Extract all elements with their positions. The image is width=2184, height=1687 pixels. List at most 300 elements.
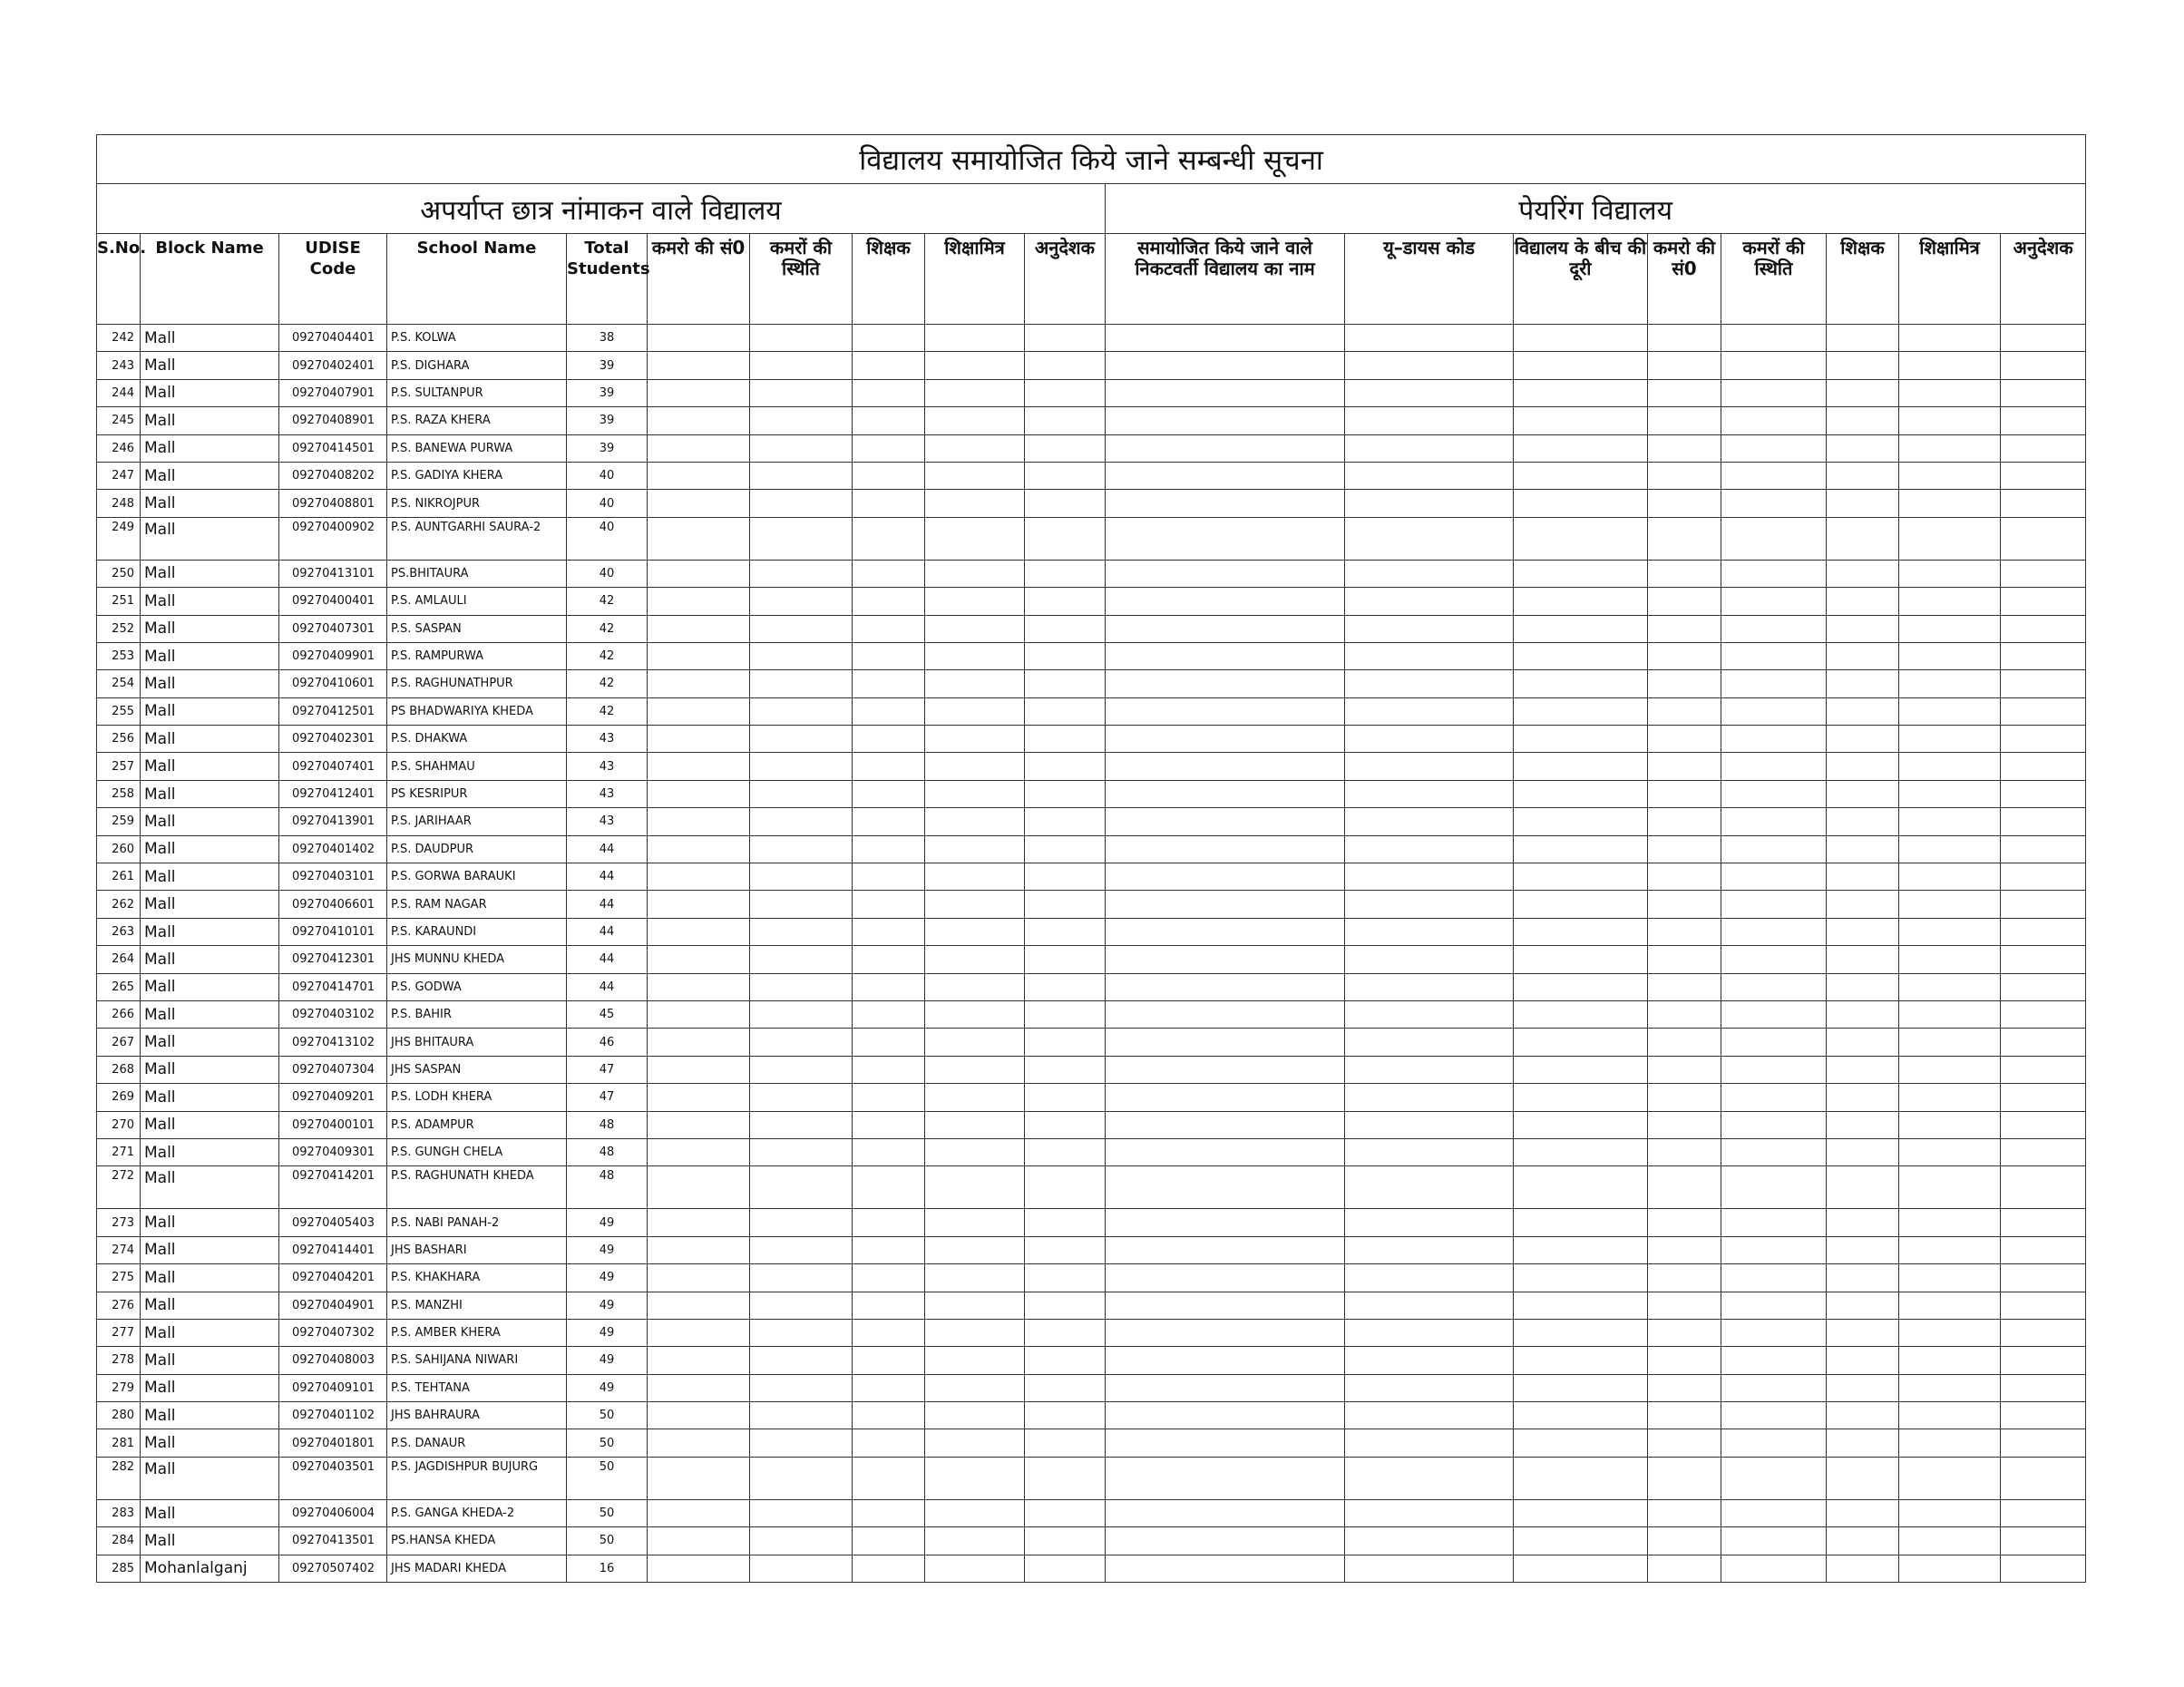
cell-empty	[1721, 891, 1827, 918]
cell-empty	[648, 1555, 750, 1582]
cell-empty	[1648, 1000, 1721, 1028]
cell-school-name: P.S. BANEWA PURWA	[387, 434, 567, 462]
cell-empty	[1648, 1264, 1721, 1292]
cell-empty	[853, 1429, 925, 1457]
cell-empty	[853, 1138, 925, 1165]
cell-empty	[1899, 891, 2001, 918]
cell-empty	[2001, 753, 2086, 780]
cell-empty	[1514, 863, 1648, 891]
cell-school-name: P.S. RAM NAGAR	[387, 891, 567, 918]
col-udise-hi: यू–डायस कोड	[1345, 234, 1514, 325]
cell-empty	[1721, 1111, 1827, 1138]
cell-sno: 278	[97, 1347, 141, 1374]
cell-empty	[1899, 1138, 2001, 1165]
cell-empty	[925, 1166, 1025, 1209]
cell-block-name: Mall	[141, 1029, 279, 1056]
cell-total-students: 47	[567, 1084, 648, 1111]
cell-block-name: Mall	[141, 780, 279, 807]
cell-empty	[1345, 1527, 1514, 1555]
cell-empty	[1106, 379, 1345, 406]
cell-empty	[2001, 1264, 2086, 1292]
cell-empty	[925, 918, 1025, 945]
cell-empty	[1514, 560, 1648, 587]
table-row	[97, 490, 2086, 517]
cell-empty	[1106, 1292, 1345, 1319]
cell-empty	[1721, 490, 1827, 517]
cell-empty	[1648, 615, 1721, 642]
cell-empty	[1648, 1138, 1721, 1165]
cell-empty	[750, 642, 853, 669]
cell-empty	[1025, 1029, 1106, 1056]
cell-empty	[2001, 434, 2086, 462]
table-row	[97, 753, 2086, 780]
cell-empty	[853, 753, 925, 780]
cell-empty	[1899, 588, 2001, 615]
right-section-title: पेयरिंग विद्यालय	[1106, 184, 2086, 234]
cell-sno: 277	[97, 1319, 141, 1346]
cell-empty	[2001, 1084, 2086, 1111]
cell-empty	[1827, 1084, 1899, 1111]
cell-empty	[1721, 1347, 1827, 1374]
cell-empty	[1025, 1264, 1106, 1292]
cell-empty	[648, 1347, 750, 1374]
cell-empty	[1827, 697, 1899, 725]
cell-empty	[1648, 642, 1721, 669]
cell-block-name: Mall	[141, 1374, 279, 1401]
cell-empty	[1721, 517, 1827, 560]
cell-empty	[750, 697, 853, 725]
cell-empty	[1721, 1374, 1827, 1401]
table-row	[97, 918, 2086, 945]
cell-empty	[1721, 1292, 1827, 1319]
cell-empty	[750, 1029, 853, 1056]
cell-empty	[1106, 642, 1345, 669]
cell-empty	[1514, 697, 1648, 725]
cell-empty	[1025, 863, 1106, 891]
cell-school-name: P.S. SULTANPUR	[387, 379, 567, 406]
cell-empty	[1827, 1000, 1899, 1028]
cell-empty	[750, 1499, 853, 1526]
cell-empty	[1514, 1111, 1648, 1138]
cell-empty	[2001, 1236, 2086, 1263]
cell-udise-code: 09270408801	[279, 490, 387, 517]
cell-empty	[1648, 946, 1721, 973]
cell-empty	[750, 1374, 853, 1401]
cell-empty	[1025, 1292, 1106, 1319]
cell-sno: 276	[97, 1292, 141, 1319]
cell-total-students: 44	[567, 891, 648, 918]
table-row	[97, 1374, 2086, 1401]
table-row	[97, 670, 2086, 697]
cell-empty	[1514, 1292, 1648, 1319]
cell-empty	[1827, 588, 1899, 615]
cell-school-name: P.S. KOLWA	[387, 325, 567, 352]
cell-block-name: Mall	[141, 1209, 279, 1236]
cell-empty	[1106, 1555, 1345, 1582]
cell-empty	[1899, 1111, 2001, 1138]
cell-empty	[925, 1402, 1025, 1429]
cell-total-students: 49	[567, 1347, 648, 1374]
cell-empty	[1899, 1499, 2001, 1526]
cell-empty	[1648, 1236, 1721, 1263]
cell-empty	[648, 325, 750, 352]
cell-empty	[1721, 726, 1827, 753]
cell-sno: 258	[97, 780, 141, 807]
cell-empty	[750, 670, 853, 697]
cell-empty	[2001, 517, 2086, 560]
cell-empty	[1721, 1429, 1827, 1457]
cell-empty	[925, 1029, 1025, 1056]
cell-empty	[750, 1264, 853, 1292]
cell-total-students: 49	[567, 1264, 648, 1292]
cell-empty	[1827, 1319, 1899, 1346]
cell-empty	[1648, 379, 1721, 406]
cell-empty	[1721, 407, 1827, 434]
cell-empty	[1899, 973, 2001, 1000]
cell-empty	[1721, 1029, 1827, 1056]
cell-empty	[853, 835, 925, 863]
cell-udise-code: 09270407301	[279, 615, 387, 642]
cell-school-name: JHS MADARI KHEDA	[387, 1555, 567, 1582]
cell-sno: 271	[97, 1138, 141, 1165]
cell-sno: 253	[97, 642, 141, 669]
cell-empty	[648, 1138, 750, 1165]
cell-empty	[853, 1236, 925, 1263]
cell-empty	[1106, 1499, 1345, 1526]
cell-empty	[750, 1429, 853, 1457]
cell-empty	[1106, 1000, 1345, 1028]
table-row	[97, 1236, 2086, 1263]
cell-empty	[2001, 670, 2086, 697]
cell-sno: 257	[97, 753, 141, 780]
cell-empty	[853, 973, 925, 1000]
cell-empty	[925, 642, 1025, 669]
cell-school-name: JHS BHITAURA	[387, 1029, 567, 1056]
cell-empty	[1106, 1111, 1345, 1138]
cell-empty	[1345, 352, 1514, 379]
cell-empty	[750, 863, 853, 891]
cell-empty	[1648, 462, 1721, 489]
cell-empty	[1721, 1056, 1827, 1083]
cell-empty	[1899, 1429, 2001, 1457]
cell-empty	[1899, 1319, 2001, 1346]
cell-school-name: P.S. SHAHMAU	[387, 753, 567, 780]
cell-empty	[853, 1555, 925, 1582]
cell-empty	[1345, 1056, 1514, 1083]
cell-empty	[750, 918, 853, 945]
cell-block-name: Mall	[141, 1402, 279, 1429]
table-row	[97, 1111, 2086, 1138]
cell-udise-code: 09270413501	[279, 1527, 387, 1555]
adjustment-sheet	[96, 134, 2085, 1583]
cell-total-students: 43	[567, 726, 648, 753]
cell-empty	[1827, 560, 1899, 587]
cell-empty	[1899, 1236, 2001, 1263]
cell-empty	[925, 1429, 1025, 1457]
cell-empty	[1514, 1029, 1648, 1056]
cell-empty	[1721, 1555, 1827, 1582]
cell-empty	[2001, 325, 2086, 352]
cell-empty	[1899, 1347, 2001, 1374]
cell-sno: 283	[97, 1499, 141, 1526]
cell-empty	[1345, 1402, 1514, 1429]
cell-udise-code: 09270409101	[279, 1374, 387, 1401]
cell-empty	[1721, 1138, 1827, 1165]
left-section-title: अपर्याप्त छात्र नांमाकन वाले विद्यालय	[97, 184, 1106, 234]
cell-sno: 273	[97, 1209, 141, 1236]
table-row	[97, 560, 2086, 587]
col-school: School Name	[387, 234, 567, 325]
cell-empty	[1899, 407, 2001, 434]
cell-udise-code: 09270404901	[279, 1292, 387, 1319]
cell-empty	[1899, 835, 2001, 863]
cell-block-name: Mall	[141, 863, 279, 891]
cell-empty	[1106, 1319, 1345, 1346]
cell-empty	[750, 973, 853, 1000]
cell-empty	[853, 1347, 925, 1374]
col-teacher-2: शिक्षक	[1827, 234, 1899, 325]
cell-block-name: Mall	[141, 670, 279, 697]
cell-empty	[1106, 973, 1345, 1000]
cell-empty	[1106, 517, 1345, 560]
table-row	[97, 1166, 2086, 1209]
cell-empty	[1648, 517, 1721, 560]
cell-empty	[750, 490, 853, 517]
col-distance: विद्यालय के बीच की दूरी	[1514, 234, 1648, 325]
cell-empty	[1345, 560, 1514, 587]
cell-school-name: P.S. DHAKWA	[387, 726, 567, 753]
cell-sno: 275	[97, 1264, 141, 1292]
cell-empty	[1648, 670, 1721, 697]
cell-empty	[1106, 780, 1345, 807]
cell-school-name: P.S. RAMPURWA	[387, 642, 567, 669]
cell-empty	[1648, 918, 1721, 945]
cell-school-name: P.S. GANGA KHEDA-2	[387, 1499, 567, 1526]
cell-empty	[1827, 1166, 1899, 1209]
cell-empty	[853, 1209, 925, 1236]
cell-empty	[648, 1527, 750, 1555]
cell-udise-code: 09270412301	[279, 946, 387, 973]
table-row	[97, 642, 2086, 669]
cell-empty	[853, 1111, 925, 1138]
cell-empty	[925, 780, 1025, 807]
cell-block-name: Mall	[141, 434, 279, 462]
cell-empty	[1345, 1209, 1514, 1236]
cell-empty	[1721, 1319, 1827, 1346]
cell-empty	[2001, 1527, 2086, 1555]
cell-empty	[1899, 918, 2001, 945]
cell-empty	[1514, 726, 1648, 753]
cell-empty	[1106, 1374, 1345, 1401]
cell-total-students: 44	[567, 973, 648, 1000]
cell-block-name: Mall	[141, 1457, 279, 1499]
cell-empty	[925, 697, 1025, 725]
cell-school-name: P.S. RAZA KHERA	[387, 407, 567, 434]
cell-block-name: Mall	[141, 615, 279, 642]
cell-empty	[750, 325, 853, 352]
cell-total-students: 40	[567, 560, 648, 587]
cell-sno: 267	[97, 1029, 141, 1056]
cell-total-students: 40	[567, 517, 648, 560]
cell-empty	[925, 1264, 1025, 1292]
table-row	[97, 1000, 2086, 1028]
cell-udise-code: 09270400101	[279, 1111, 387, 1138]
cell-school-name: JHS MUNNU KHEDA	[387, 946, 567, 973]
cell-empty	[925, 1527, 1025, 1555]
cell-empty	[1514, 1209, 1648, 1236]
cell-block-name: Mall	[141, 1319, 279, 1346]
cell-empty	[1648, 1527, 1721, 1555]
cell-empty	[1648, 726, 1721, 753]
table-row	[97, 835, 2086, 863]
cell-block-name: Mall	[141, 973, 279, 1000]
cell-empty	[1827, 642, 1899, 669]
cell-empty	[1899, 642, 2001, 669]
cell-school-name: JHS BAHRAURA	[387, 1402, 567, 1429]
cell-udise-code: 09270410101	[279, 918, 387, 945]
cell-empty	[853, 379, 925, 406]
cell-udise-code: 09270414401	[279, 1236, 387, 1263]
cell-empty	[925, 1056, 1025, 1083]
table-row	[97, 1264, 2086, 1292]
cell-sno: 256	[97, 726, 141, 753]
cell-empty	[1721, 325, 1827, 352]
cell-empty	[853, 780, 925, 807]
cell-empty	[1827, 780, 1899, 807]
cell-empty	[853, 697, 925, 725]
cell-empty	[925, 407, 1025, 434]
cell-empty	[1899, 1166, 2001, 1209]
cell-sno: 261	[97, 863, 141, 891]
cell-total-students: 46	[567, 1029, 648, 1056]
cell-empty	[1899, 560, 2001, 587]
col-rooms-2: कमरो की सं0	[1648, 234, 1721, 325]
cell-sno: 272	[97, 1166, 141, 1209]
cell-empty	[1025, 642, 1106, 669]
cell-total-students: 49	[567, 1209, 648, 1236]
col-shikshamitra: शिक्षामित्र	[925, 234, 1025, 325]
cell-empty	[1899, 1555, 2001, 1582]
cell-sno: 270	[97, 1111, 141, 1138]
cell-empty	[648, 1374, 750, 1401]
cell-sno: 250	[97, 560, 141, 587]
cell-empty	[1648, 407, 1721, 434]
cell-empty	[750, 615, 853, 642]
cell-sno: 260	[97, 835, 141, 863]
cell-block-name: Mall	[141, 726, 279, 753]
cell-empty	[1345, 1347, 1514, 1374]
cell-sno: 280	[97, 1402, 141, 1429]
cell-empty	[1827, 1264, 1899, 1292]
cell-empty	[750, 1138, 853, 1165]
cell-empty	[1648, 808, 1721, 835]
cell-udise-code: 09270401801	[279, 1429, 387, 1457]
cell-empty	[2001, 642, 2086, 669]
table-body	[97, 325, 2086, 1583]
cell-empty	[1648, 1166, 1721, 1209]
cell-total-students: 44	[567, 835, 648, 863]
table-row	[97, 1084, 2086, 1111]
cell-empty	[1514, 1527, 1648, 1555]
cell-empty	[853, 1000, 925, 1028]
cell-empty	[1827, 434, 1899, 462]
cell-empty	[1345, 517, 1514, 560]
cell-empty	[1827, 835, 1899, 863]
table-row	[97, 1499, 2086, 1526]
cell-block-name: Mall	[141, 1347, 279, 1374]
cell-empty	[1514, 1499, 1648, 1526]
cell-empty	[1648, 560, 1721, 587]
cell-school-name: JHS SASPAN	[387, 1056, 567, 1083]
cell-empty	[648, 407, 750, 434]
cell-empty	[1345, 462, 1514, 489]
table-row	[97, 462, 2086, 489]
cell-block-name: Mall	[141, 1166, 279, 1209]
cell-total-students: 42	[567, 615, 648, 642]
cell-empty	[1648, 1209, 1721, 1236]
cell-empty	[1514, 1000, 1648, 1028]
cell-sno: 266	[97, 1000, 141, 1028]
cell-empty	[1514, 753, 1648, 780]
cell-empty	[1106, 588, 1345, 615]
cell-empty	[1827, 1236, 1899, 1263]
cell-total-students: 43	[567, 753, 648, 780]
cell-empty	[1106, 918, 1345, 945]
cell-empty	[1514, 615, 1648, 642]
cell-empty	[1827, 1527, 1899, 1555]
cell-empty	[1827, 517, 1899, 560]
cell-empty	[648, 753, 750, 780]
cell-school-name: P.S. SAHIJANA NIWARI	[387, 1347, 567, 1374]
cell-empty	[925, 1347, 1025, 1374]
cell-empty	[1514, 1084, 1648, 1111]
cell-empty	[925, 863, 1025, 891]
cell-empty	[925, 325, 1025, 352]
cell-block-name: Mall	[141, 918, 279, 945]
col-room-status-2: कमरों की स्थिति	[1721, 234, 1827, 325]
table-row	[97, 1555, 2086, 1582]
cell-empty	[925, 1209, 1025, 1236]
cell-empty	[1827, 1209, 1899, 1236]
cell-school-name: PS.HANSA KHEDA	[387, 1527, 567, 1555]
cell-empty	[2001, 835, 2086, 863]
cell-udise-code: 09270410601	[279, 670, 387, 697]
cell-school-name: P.S. SASPAN	[387, 615, 567, 642]
cell-empty	[648, 946, 750, 973]
cell-empty	[1827, 462, 1899, 489]
cell-empty	[1899, 1457, 2001, 1499]
cell-school-name: P.S. LODH KHERA	[387, 1084, 567, 1111]
cell-empty	[1106, 1457, 1345, 1499]
cell-empty	[1106, 1264, 1345, 1292]
cell-empty	[1345, 835, 1514, 863]
cell-empty	[1025, 379, 1106, 406]
cell-empty	[925, 946, 1025, 973]
cell-block-name: Mall	[141, 325, 279, 352]
cell-empty	[1827, 352, 1899, 379]
table-row	[97, 517, 2086, 560]
table-row	[97, 1209, 2086, 1236]
cell-empty	[1025, 615, 1106, 642]
cell-empty	[1648, 697, 1721, 725]
cell-empty	[853, 1527, 925, 1555]
cell-empty	[1025, 1457, 1106, 1499]
cell-empty	[1106, 560, 1345, 587]
cell-empty	[853, 946, 925, 973]
cell-udise-code: 09270401402	[279, 835, 387, 863]
cell-empty	[2001, 615, 2086, 642]
cell-total-students: 38	[567, 325, 648, 352]
